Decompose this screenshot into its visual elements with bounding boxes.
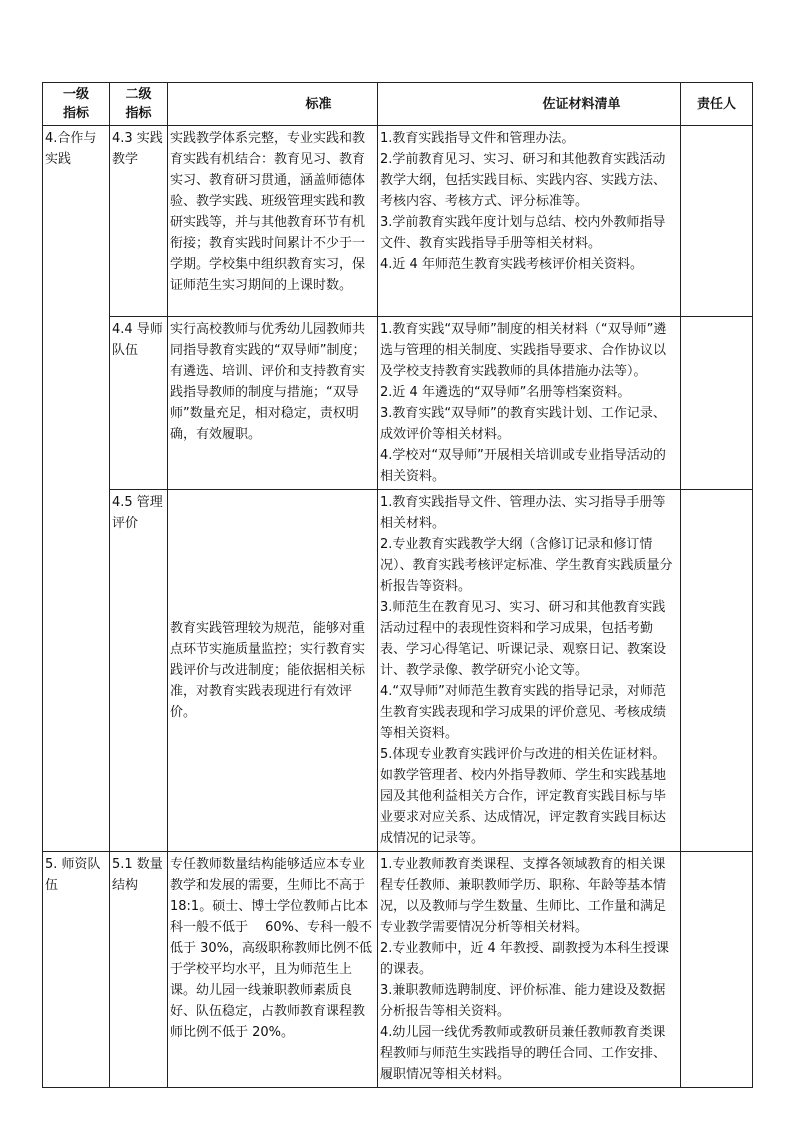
level1-indicator: 4.合作与 实践 xyxy=(43,126,110,852)
evidence-item: 2.专业教育实践教学大纲（含修订记录和修订情况）、教育实践考核评定标准、学生教育实践质量分析报告等资料。 xyxy=(380,537,673,594)
evidence-item: 1.教育实践“双导师”制度的相关材料（“双导师”遴选与管理的相关制度、实践指导要求、合作协议以及学校支持教育实践教师的具体措施办法等）。 xyxy=(380,322,667,379)
header-standard: 标准 xyxy=(168,83,378,126)
owner-cell xyxy=(681,852,753,1088)
evidence-item: 3.师范生在教育见习、实习、研习和其他教育实践活动过程中的表现性资料和学习成果，包括考勤表、学习心得笔记、听课记录、观察日记、教案设计、教学录像、教学研究小论文等。 xyxy=(380,600,667,678)
evidence-item: 1.专业教师教育类课程、支撑各领域教育的相关课程专任教师、兼职教师学历、职称、年龄等基本情况，以及教师与学生数量、生师比、工作量和满足专业教学需要情况分析等相关材料。 xyxy=(380,857,667,935)
header-level1: 一级 指标 xyxy=(43,83,110,126)
evidence-item: 3.兼职教师选聘制度、评价标准、能力建设及数据分析报告等相关资料。 xyxy=(380,983,666,1019)
evidence-cell xyxy=(378,852,681,1088)
evidence-cell xyxy=(378,126,681,317)
level2-indicator: 4.5 管理 评价 xyxy=(110,490,168,852)
evidence-item: 5.体现专业教育实践评价与改进的相关佐证材料。如教学管理者、校内外指导教师、学生和实践基地园及其他利益相关方合作，评定教育实践目标与毕业要求对应关系、达成情况，评定教育实践目标达成情况的记录等。 xyxy=(380,747,667,846)
owner-cell xyxy=(681,126,753,317)
evidence-cell xyxy=(378,317,681,490)
owner-cell xyxy=(681,490,753,852)
evaluation-table xyxy=(42,82,753,1088)
table-row xyxy=(43,317,753,490)
evidence-item: 4.学校对“双导师”开展相关培训或专业指导活动的相关资料。 xyxy=(380,448,666,484)
owner-cell xyxy=(681,317,753,490)
evidence-item: 2.学前教育见习、实习、研习和其他教育实践活动教学大纲，包括实践目标、实践内容、实践方法、考核内容、考核方式、评分标准等。 xyxy=(380,152,667,209)
level2-indicator: 4.4 导师 队伍 xyxy=(110,317,168,490)
evidence-item: 4.近 4 年师范生教育实践考核评价相关资料。 xyxy=(380,257,643,272)
evidence-item: 1.教育实践指导文件和管理办法。 xyxy=(380,131,575,146)
table-row xyxy=(43,490,753,852)
standard-cell: 实行高校教师与优秀幼儿园教师共同指导教育实践的“双导师”制度；有遴选、培训、评价和支持教育实践指导教师的制度与措施；“双导师”数量充足，相对稳定，责权明确，有效履职。 xyxy=(168,317,378,490)
evidence-item: 2.近 4 年遴选的“双导师”名册等档案资料。 xyxy=(380,385,631,400)
header-evidence: 佐证材料清单 xyxy=(378,83,681,126)
header-row xyxy=(43,83,753,126)
table-row xyxy=(43,126,753,317)
evidence-item: 4.幼儿园一线优秀教师或教研员兼任教师教育类课程教师与师范生实践指导的聘任合同、工作安排、履职情况等相关材料。 xyxy=(380,1025,667,1082)
standard-cell: 专任教师数量结构能够适应本专业教学和发展的需要，生师比不高于 18:1。硕士、博士学位教师占比本科一般不低于 60%、专科一般不低于 30%，高级职称教师比例不低于学校平均水平，且为师范生上课。幼儿园一线兼职教师素质良好、队伍稳定，占教师教育课程教师比例不低于 20%。 xyxy=(168,852,378,1088)
evidence-item: 2.专业教师中，近 4 年教授、副教授为本科生授课的课表。 xyxy=(380,941,669,977)
evidence-cell xyxy=(378,490,681,852)
evidence-item: 4.“双导师”对师范生教育实践的指导记录，对师范生教育实践表现和学习成果的评价意见、考核成绩等相关资料。 xyxy=(380,684,667,741)
header-level2: 二级 指标 xyxy=(110,83,168,126)
standard-cell: 实践教学体系完整，专业实践和教育实践有机结合：教育见习、教育实习、教育研习贯通，涵盖师德体验、教学实践、班级管理实践和教研实践等，并与其他教育环节有机衔接；教育实践时间累计不少于一学期。学校集中组织教育实习，保证师范生实习期间的上课时数。 xyxy=(168,126,378,317)
evidence-item: 1.教育实践指导文件、管理办法、实习指导手册等相关材料。 xyxy=(380,495,666,531)
level1-indicator: 5. 师资队 伍 xyxy=(43,852,110,1088)
evidence-item: 3.学前教育实践年度计划与总结、校内外教师指导文件、教育实践指导手册等相关材料。 xyxy=(380,215,666,251)
header-owner: 责任人 xyxy=(681,83,753,126)
standard-cell: 教育实践管理较为规范，能够对重点环节实施质量监控；实行教育实践评价与改进制度；能依据相关标准，对教育实践表现进行有效评价。 xyxy=(168,490,378,852)
level2-indicator: 5.1 数量 结构 xyxy=(110,852,168,1088)
table-row xyxy=(43,852,753,1088)
level2-indicator: 4.3 实践 教学 xyxy=(110,126,168,317)
evidence-item: 3.教育实践“双导师”的教育实践计划、工作记录、成效评价等相关材料。 xyxy=(380,406,666,442)
